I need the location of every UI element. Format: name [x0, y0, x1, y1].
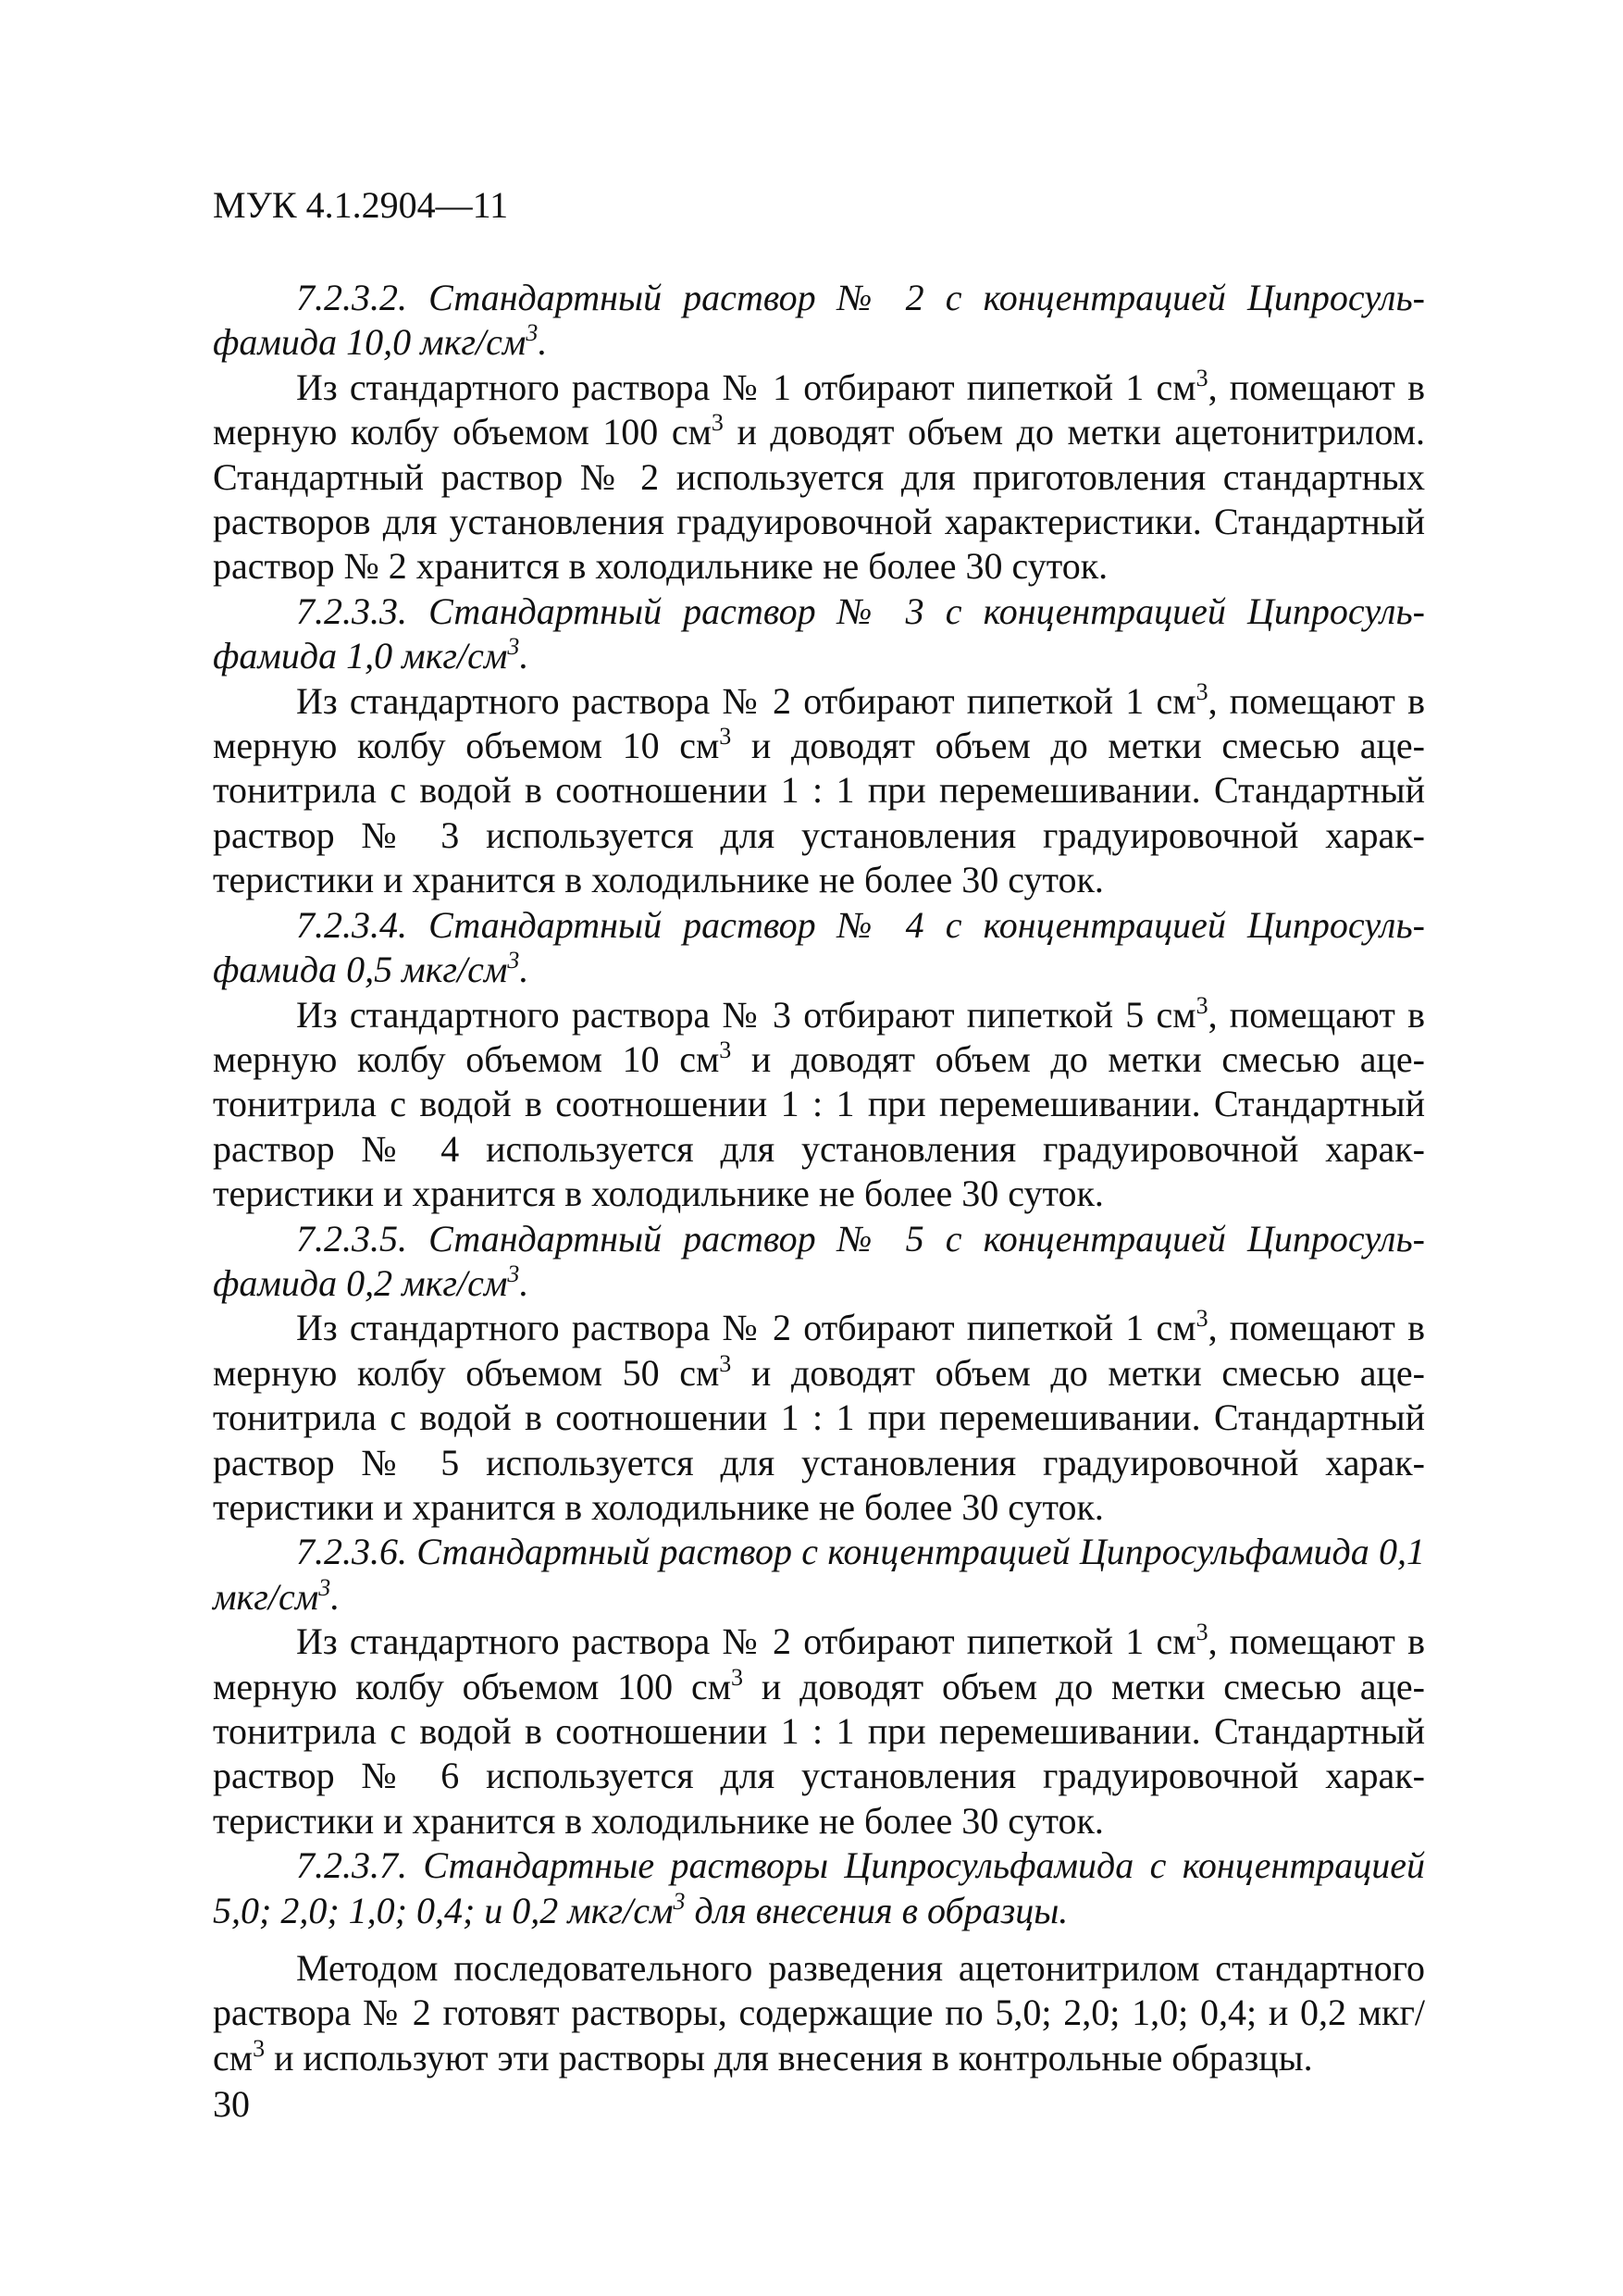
document-code-header: МУК 4.1.2904—11: [213, 184, 509, 226]
page-number: 30: [213, 2083, 250, 2125]
paragraph-7-2-3-2: Из стандартного раствора № 1 отбирают пипеткой 1 $см^3$, помещают в мерную колбу объемом 100 $см^3$ и доводят объем до метки ацетонитрилом. Стандартный раствор № 2 используется для приготовления стандартных растворов для установления градуировочной характеристики. Стандартный раствор № 2 хранится в холодильнике не более 30 суток.: [213, 364, 1425, 588]
paragraph-7-2-3-7: Методом последовательного разведения ацетонитрилом стандартного раствора № 2 готовят растворы, содержащие по 5,0; 2,0; 1,0; 0,4; и 0,2 мкг/$см^3$ и используют эти растворы для внесения в контрольные образцы.: [213, 1947, 1425, 2079]
subsection-heading-7-2-3-5: 7.2.3.5. Стандартный раствор № 5 с концентрацией Ципросульфамида 0,2 мкг/$см^3$.: [213, 1217, 1425, 1304]
subsection-heading-7-2-3-4: 7.2.3.4. Стандартный раствор № 4 с концентрацией Ципросульфамида 0,5 мкг/$см^3$.: [213, 903, 1425, 991]
paragraph-7-2-3-3: Из стандартного раствора № 2 отбирают пипеткой 1 $см^3$, помещают в мерную колбу объемом 10 $см^3$ и доводят объем до метки смесью ацетонитрила с водой в соотношении 1 : 1 при перемешивании. Стандартный раствор № 3 используется для установления градуировочной характеристики и хранится в холодильнике не более 30 суток.: [213, 677, 1425, 901]
subsection-heading-7-2-3-6: 7.2.3.6. Стандартный раствор с концентрацией Ципросульфамида 0,1 мкг/$см^3$.: [213, 1531, 1425, 1618]
paragraph-7-2-3-5: Из стандартного раствора № 2 отбирают пипеткой 1 $см^3$, помещают в мерную колбу объемом 50 $см^3$ и доводят объем до метки смесью ацетонитрила с водой в соотношении 1 : 1 при перемешивании. Стандартный раствор № 5 используется для установления градуировочной характеристики и хранится в холодильнике не более 30 суток.: [213, 1305, 1425, 1528]
document-body: [213, 276, 1425, 2080]
subsection-heading-7-2-3-3: 7.2.3.3. Стандартный раствор № 3 с концентрацией Ципросульфамида 1,0 мкг/$см^3$.: [213, 590, 1425, 677]
paragraph-7-2-3-4: Из стандартного раствора № 3 отбирают пипеткой 5 $см^3$, помещают в мерную колбу объемом 10 $см^3$ и доводят объем до метки смесью ацетонитрила с водой в соотношении 1 : 1 при перемешивании. Стандартный раствор № 4 используется для установления градуировочной характеристики и хранится в холодильнике не более 30 суток.: [213, 991, 1425, 1215]
subsection-heading-7-2-3-7: 7.2.3.7. Стандартные растворы Ципросульфамида с концентрацией 5,0; 2,0; 1,0; 0,4; и 0,2 мкг/$см^3$ для внесения в образцы.: [213, 1844, 1425, 1931]
subsection-heading-7-2-3-2: 7.2.3.2. Стандартный раствор № 2 с концентрацией Ципросульфамида 10,0 мкг/$см^3$.: [213, 277, 1425, 364]
paragraph-7-2-3-6: Из стандартного раствора № 2 отбирают пипеткой 1 $см^3$, помещают в мерную колбу объемом 100 $см^3$ и доводят объем до метки смесью ацетонитрила с водой в соотношении 1 : 1 при перемешивании. Стандартный раствор № 6 используется для установления градуировочной характеристики и хранится в холодильнике не более 30 суток.: [213, 1619, 1425, 1842]
